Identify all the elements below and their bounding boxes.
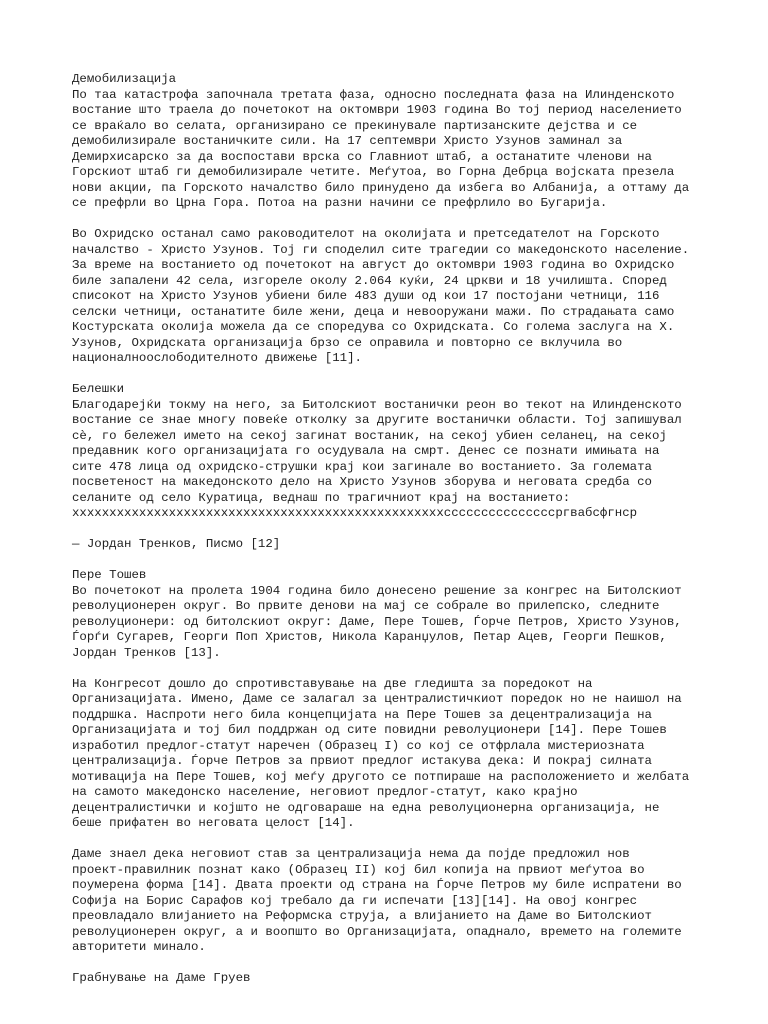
paragraph-line: беше прифатен во неговата целост [14]. [72, 816, 355, 830]
paragraph-line: предавник кого организацијата го осудувала на смрт. Денес се познати имињата на [72, 444, 660, 458]
section-heading: Белешки [72, 382, 125, 396]
paragraph-block [72, 847, 712, 956]
paragraph-line: се префрли во Црна Гора. Потоа на разни начини се префрлило во Бугарија. [72, 196, 608, 210]
paragraph-block [72, 568, 712, 661]
section-heading: Демобилизација [72, 72, 177, 86]
paragraph-line: Организацијата. Имено, Даме се залагал за централистичкиот поредок но не наишол на [72, 692, 682, 706]
paragraph-spacer [72, 661, 712, 677]
paragraph-line: Благодарејќи токму на него, за Битолскиот востанички реон во текот на Илинденското [72, 397, 682, 412]
paragraph-line: началство - Христо Узунов. Тој ги споделил сите трагедии со македонското население. [72, 242, 690, 257]
paragraph-line: Даме знаел дека неговиот став за централизација нема да појде предложил нов [72, 847, 630, 861]
paragraph-line: националноослободителното движење [11]. [72, 351, 362, 365]
paragraph-spacer [72, 832, 712, 848]
paragraph-line: За време на востанието од почетокот на август до октомври 1903 година во Охридско [72, 258, 675, 272]
paragraph-line: xxxxxxxxxxxxxxxxxxxxxxxxxxxxxxxxxxxxxxxxxxxxxxxxxxccccccccccccccсргвабсфгнср [72, 506, 638, 520]
paragraph-line: демобилизирале востаничките сили. На 17 септември Христо Узунов заминал за [72, 134, 623, 148]
paragraph-line: Демирхисарско за да воспостави врска со Главниот штаб, а останатите членови на [72, 149, 652, 164]
paragraph-line: — Јордан Тренков, Писмо [12] [72, 537, 281, 551]
paragraph-block [72, 382, 712, 522]
section-heading: Грабнување на Даме Груев [72, 971, 251, 985]
paragraph-line: Горскиот штаб ги демобилизирале четите. Меѓутоа, во Горна Дебрца војската презела [72, 165, 675, 179]
paragraph-line: се враќало во селата, организирано се прекинувале партизанските дејства и се [72, 118, 638, 133]
paragraph-line: селаните од село Куратица, веднаш по трагичниот крај на востанието: [72, 490, 571, 505]
paragraph-line: На Конгресот дошло до спротивставување на две гледишта за поредокот на [72, 676, 593, 691]
paragraph-line: Во Охридско останал само раководителот на околијата и претседателот на Горското [72, 227, 660, 241]
paragraph-line: изработил предлог-статут наречен (Образец I) со кој се отфрлала мистериозната [72, 738, 645, 753]
paragraph-line: Узунов, Охридската организација брзо се оправила и повторно се вклучила во [72, 335, 623, 350]
paragraph-line: списокот на Христо Узунов убиени биле 483 души од кои 17 постојани четници, 116 [72, 289, 660, 303]
document-body [72, 72, 712, 987]
paragraph-line: сè, го бележел името на секој загинат востаник, на секој убиен селанец, на секој [72, 428, 667, 443]
paragraph-spacer [72, 522, 712, 538]
paragraph-line: проект-правилник познат како (Образец II) кој бил копија на првиот меѓутоа во [72, 862, 645, 877]
paragraph-spacer [72, 212, 712, 228]
section-heading: Пере Тошев [72, 568, 147, 582]
paragraph-line: селски четници, останатите биле жени, деца и невооружани мажи. По страдањата само [72, 304, 675, 319]
paragraph-line: поддршка. Наспроти него била концепцијата на Пере Тошев за децентрализација на [72, 707, 652, 722]
paragraph-line: биле запалени 42 села, изгореле околу 2.064 куќи, 24 цркви и 18 училишта. Според [72, 273, 667, 288]
paragraph-line: Софија на Борис Сарафов кој требало да ги испечати [13][14]. На овој конгрес [72, 893, 638, 908]
paragraph-line: децентралистички и којшто не одговараше на една револуционерна организација, не [72, 800, 660, 815]
paragraph-block [72, 537, 712, 553]
paragraph-line: централизација. Ѓорче Петров за првиот предлог истакува дека: И покрај силната [72, 754, 652, 768]
paragraph-block [72, 971, 712, 987]
paragraph-line: посветеност на македонското дело на Христо Узунов зборува и неговата средба со [72, 475, 652, 489]
paragraph-line: Костурската околија можела да се споредува со Охридската. Со голема заслуга на Х. [72, 320, 675, 334]
paragraph-block [72, 227, 712, 367]
paragraph-line: мотивација на Пере Тошев, кој меѓу другото се потпираше на расположението и желбата [72, 769, 690, 784]
paragraph-line: сите 478 лица од охридско-струшки крај кои загинале во востанието. За големата [72, 459, 652, 474]
paragraph-line: Ѓорѓи Сугарев, Георги Поп Христов, Никола Каранџулов, Петар Ацев, Георги Пешков, [72, 630, 667, 644]
paragraph-line: на самото македонско население, неговиот предлог-статут, како крајно [72, 785, 578, 799]
paragraph-line: Јордан Тренков [13]. [72, 645, 221, 660]
paragraph-line: авторитети минало. [72, 940, 206, 954]
paragraph-block [72, 677, 712, 832]
paragraph-line: револуционерен округ. Во првите денови на мај се собрале во прилепско, следните [72, 599, 660, 613]
paragraph-line: преовладало влијанието на Реформска струја, а влијанието на Даме во Битолскиот [72, 909, 652, 923]
paragraph-block [72, 72, 712, 212]
paragraph-line: Во почетокот на пролета 1904 година било донесено решение за конгрес на Битолскиот [72, 583, 682, 598]
paragraph-line: востание се знае многу повеќе отколку за другите востанички области. Тој запишувал [72, 413, 682, 427]
paragraph-spacer [72, 367, 712, 383]
paragraph-line: По таа катастрофа започнала третата фаза, односно последната фаза на Илинденското [72, 87, 675, 102]
paragraph-line: револуционери: од битолскиот округ: Даме, Пере Тошев, Ѓорче Петров, Христо Узунов, [72, 614, 682, 629]
paragraph-spacer [72, 553, 712, 569]
paragraph-line: Организацијата и тој бил поддржан од сите повидни револуционери [14]. Пере Тошев [72, 723, 667, 737]
paragraph-line: востание што траела до почетокот на октомври 1903 година Во тој период населението [72, 103, 682, 117]
paragraph-spacer [72, 956, 712, 972]
paragraph-line: револуционерен округ, а и воопшто во Организацијата, опаднало, времето на големите [72, 924, 682, 939]
paragraph-line: поумерена форма [14]. Двата проекти од страна на Ѓорче Петров му биле испратени во [72, 878, 682, 892]
paragraph-line: нови акции, па Горското началство било принудено да избега во Албанија, а оттаму да [72, 180, 690, 195]
